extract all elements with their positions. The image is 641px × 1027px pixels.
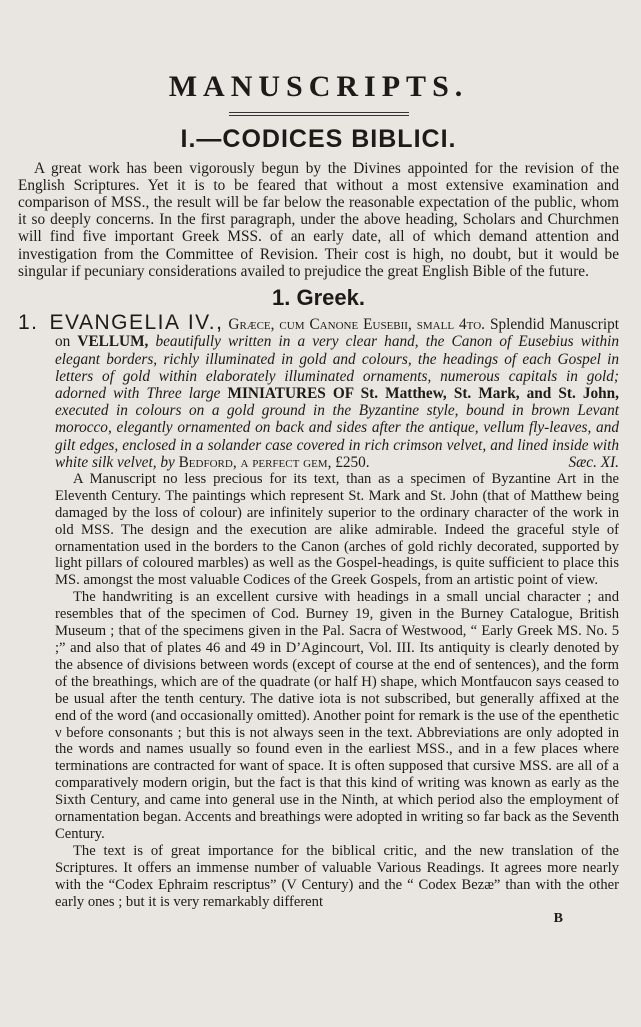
entry-name: EVANGELIA IV., xyxy=(49,311,224,335)
entry-desc-b: beautifully written in a very clear hand, the Canon of Eusebius within elegant borders, richly illuminated in gold and colours, the headings of each Gospel in letters of gold within elaborately illuminated ornaments, numerous capitals in gold; adorned with Three large xyxy=(55,333,619,402)
entry-head-rest: Græce, cum Canone Eusebii, small 4to. xyxy=(223,316,485,334)
entry-number: 1. xyxy=(18,311,39,335)
entry-vellum: VELLUM, xyxy=(77,333,149,351)
entry-desc-a: Splendid Manuscript on xyxy=(55,316,619,351)
page-title: MANUSCRIPTS. xyxy=(168,70,469,103)
entry-miniatures: MINIATURES OF St. Matthew, St. Mark, and St. John, xyxy=(227,384,619,402)
subsection-title: 1. Greek. xyxy=(272,284,365,310)
description-paragraph: The text is of great importance for the biblical critic, and the new translation of the Scriptures. It offers an immense number of valuable Various Readings. It agrees more nearly with the “Codex Ephraim rescriptus” (V Century) and the “ Codex Bezæ” than with the other early ones ; but it is very remarkably different xyxy=(55,842,619,910)
signature-mark: B xyxy=(553,910,563,926)
entry-desc-c: executed in colours on a gold ground in the Byzantine style, bound in brown Levant morocco, elegantly ornamented on back and sides after the antique, vellum fly-leaves, and gilt edges, enclosed in a solander case covered in rich crimson velvet, and lined inside with white silk velvet, by xyxy=(55,402,619,471)
entry-century-ref: Sæc. XI. xyxy=(568,453,619,471)
section-title: I.—CODICES BIBLICI. xyxy=(180,125,457,153)
entry-binder: Bedford, a perfect gem, £250. xyxy=(178,453,370,471)
intro-paragraph: A great work has been vigorously begun by the Divines appointed for the revision of the English Scriptures. Yet it is to be feared that without a most extensive examination and comparison of MSS., the result will be far below the reasonable expectation of the public, whom it so deeply concerns. In the first paragraph, under the above heading, Scholars and Churchmen will find five important Greek MSS. of an early date, all of which demand attention and investigation from the Committee of Revision. Their cost is high, no doubt, but it would be singular if pecuniary considerations availed to prejudice the great English Bible of the future. xyxy=(18,159,619,280)
description-paragraph: A Manuscript no less precious for its text, than as a specimen of Byzantine Art in the Eleventh Century. The paintings which represent St. Mark and St. John (that of Matthew being damaged by the loss of colour) are infinitely superior to the ordinary character of the work in old MSS. The design and the execution are alike admirable. Indeed the graceful style of ornamentation used in the borders to the Canon (arches of gold richly decorated, supported by light pillars of coloured marbles) as well as the Gospel-headings, is quite sufficient to place this MS. amongst the most valuable Codices of the Greek Gospels, from an artistic point of view. xyxy=(55,470,619,589)
title-rule xyxy=(229,112,409,116)
catalogue-entry xyxy=(18,311,619,926)
description-paragraph: The handwriting is an excellent cursive with headings in a small uncial character ; and resembles that of the specimen of Cod. Burney 19, given in the Burney Catalogue, British Museum ; that of the specimens given in the Pal. Sacra of Westwood, “ Early Greek MS. No. 5 ;” and also that of plates 46 and 49 in D’Agincourt, Vol. III. Its antiquity is clearly denoted by the absence of divisions between words (except of course at the end of sentences), and the form of the breathings, which are of the quadrate (or half H) shape, which Montfaucon says ceased to be usual after the tenth century. The dative iota is not subscribed, but generally affixed at the end of the word (and occasionally omitted). Another point for remark is the use of the epenthetic ν before consonants ; but this is not always seen in the text. Abbreviations are only adopted in the words and names usually so found even in the earliest MSS., and in a few places where terminations are contracted for want of space. It is often supposed that cursive MSS. are all of a comparatively modern origin, but the fact is that this kind of writing was known as early as the Sixth Century, and came into general use in the Ninth, at which period also the employment of ornamentation began. Accents and breathings were adopted in writing so far back as the Seventh Century. xyxy=(55,589,619,842)
entry-heading xyxy=(18,311,619,471)
